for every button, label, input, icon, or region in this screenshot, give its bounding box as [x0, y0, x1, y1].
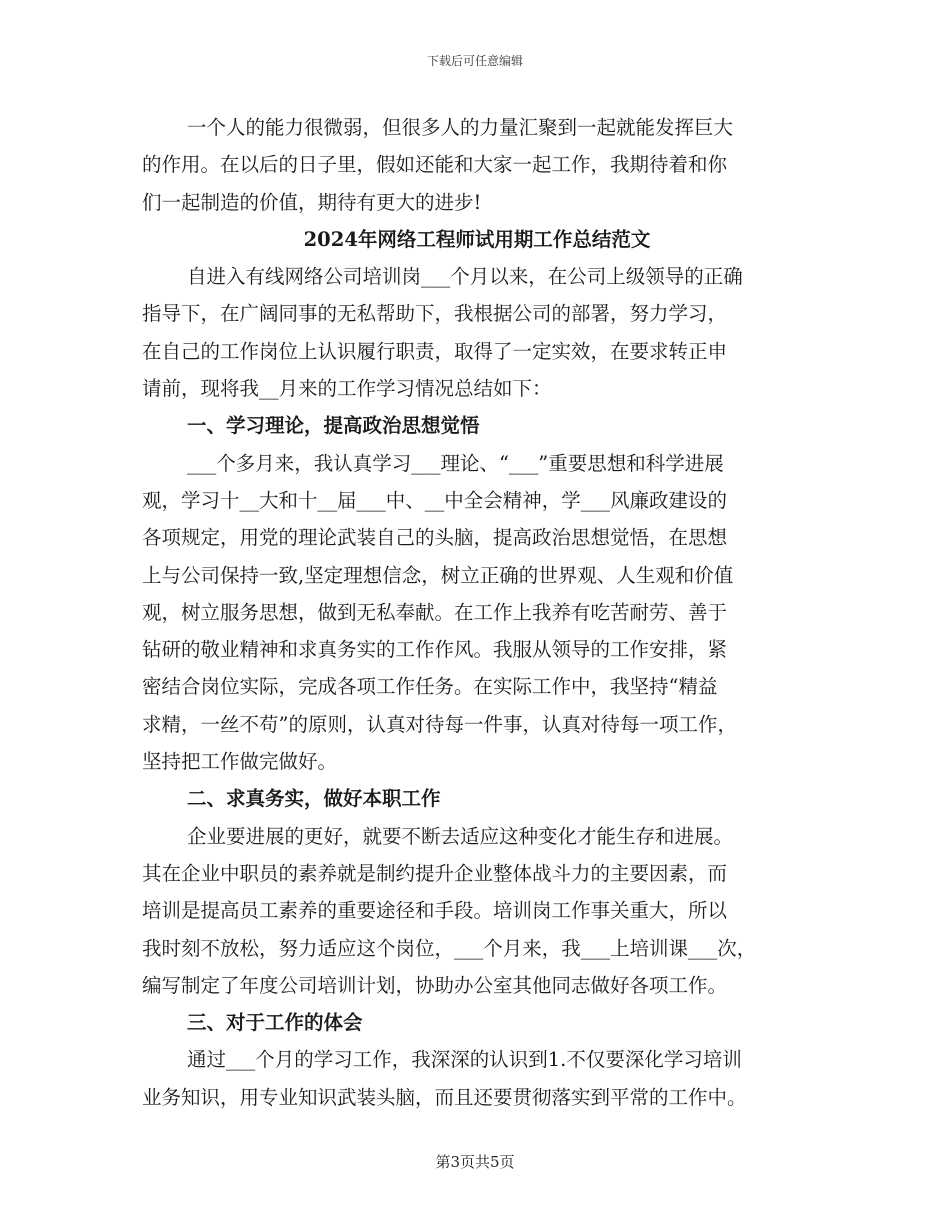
body-text-line: 我时刻不放松，努力适应这个岗位，___个月来，我___上培训课___次， — [142, 936, 757, 960]
body-text-line: 业务知识，用专业知识武装头脑，而且还要贯彻落实到平常的工作中。 — [142, 1085, 747, 1109]
body-text-line: ___个多月来，我认真学习___理论、“___”重要思想和科学进展 — [187, 451, 724, 475]
body-text-line: 自进入有线网络公司培训岗___个月以来，在公司上级领导的正确 — [187, 265, 743, 289]
body-text-line: 密结合岗位实际，完成各项工作任务。在实际工作中，我坚持“精益 — [142, 675, 718, 699]
body-text-line: 观，树立服务思想，做到无私奉献。在工作上我养有吃苦耐劳、善于 — [142, 600, 728, 624]
page-footer: 第3页共5页 — [435, 1153, 515, 1171]
body-text-line: 各项规定，用党的理论武装自己的头脑，提高政治思想觉悟，在思想 — [142, 526, 728, 550]
body-text-line: 通过___个月的学习工作，我深深的认识到1.不仅要深化学习培训 — [187, 1048, 742, 1072]
body-text-line: 培训是提高员工素养的重要途径和手段。培训岗工作事关重大，所以 — [142, 899, 728, 923]
body-text-line: 一个人的能力很微弱，但很多人的力量汇聚到一起就能发挥巨大 — [187, 116, 734, 139]
body-text-line: 钻研的敬业精神和求真务实的工作作风。我服从领导的工作安排，紧 — [142, 638, 728, 662]
section-heading: 三、对于工作的体会 — [187, 1011, 363, 1035]
section-heading: 二、求真务实，做好本职工作 — [187, 787, 441, 811]
body-text-line: 观，学习十__大和十__届___中、__中全会精神，学___风廉政建设的 — [142, 488, 728, 512]
body-text-line: 在自己的工作岗位上认识履行职责，取得了一定实效，在要求转正申 — [142, 339, 728, 363]
body-text-line: 的作用。在以后的日子里，假如还能和大家一起工作，我期待着和你 — [142, 153, 728, 177]
body-text-line: 求精，一丝不苟”的原则，认真对待每一件事，认真对待每一项工作， — [142, 712, 737, 736]
page-header: 下载后可任意编辑 — [426, 54, 523, 68]
body-text-line: 企业要进展的更好，就要不断去适应这种变化才能生存和进展。 — [187, 824, 734, 848]
body-text-line: 请前，现将我__月来的工作学习情况总结如下： — [142, 377, 552, 401]
document-body — [142, 109, 812, 1116]
body-text-line: 们一起制造的价值，期待有更大的进步! — [142, 190, 482, 214]
body-text-line: 其在企业中职员的素养就是制约提升企业整体战斗力的主要因素，而 — [142, 861, 728, 885]
document-title: 2024年网络工程师试用期工作总结范文 — [303, 227, 651, 251]
body-text-line: 编写制定了年度公司培训计划，协助办公室其他同志做好各项工作。 — [142, 973, 728, 997]
body-text-line: 指导下，在广阔同事的无私帮助下，我根据公司的部署，努力学习， — [142, 302, 728, 326]
body-text-line: 坚持把工作做完做好。 — [142, 750, 338, 774]
body-text-line: 上与公司保持一致,坚定理想信念，树立正确的世界观、人生观和价值 — [142, 563, 734, 587]
section-heading: 一、学习理论，提高政治思想觉悟 — [187, 414, 480, 438]
